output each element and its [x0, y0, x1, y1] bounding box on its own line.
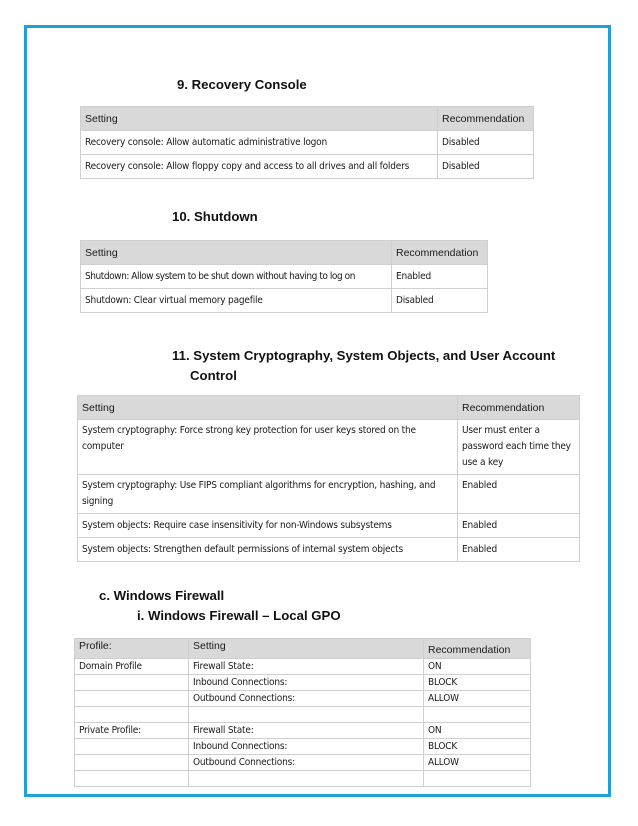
recommendation-cell: BLOCK	[424, 675, 531, 691]
setting-cell: System objects: Require case insensitivity for non-Windows subsystems	[78, 514, 458, 538]
column-header-profile: Profile:	[75, 639, 189, 659]
table-row	[78, 538, 580, 562]
setting-cell: Outbound Connections:	[189, 691, 424, 707]
recommendation-cell	[424, 707, 531, 723]
setting-cell: Shutdown: Clear virtual memory pagefile	[81, 289, 392, 313]
recommendation-cell: Disabled	[438, 155, 534, 179]
recommendation-cell: ALLOW	[424, 691, 531, 707]
setting-cell: Recovery console: Allow automatic administrative logon	[81, 131, 438, 155]
setting-cell: System cryptography: Force strong key protection for user keys stored on the computer	[78, 420, 458, 475]
table-row	[75, 675, 531, 691]
recommendation-cell: Disabled	[438, 131, 534, 155]
section-heading-shutdown: 10. Shutdown	[172, 209, 258, 224]
recommendation-cell: User must enter a password each time they use a key	[458, 420, 580, 475]
recommendation-cell: Enabled	[458, 538, 580, 562]
table-row	[75, 659, 531, 675]
recommendation-cell	[424, 771, 531, 787]
table-row	[81, 155, 534, 179]
column-header-recommendation: Recommendation	[458, 396, 580, 420]
section-heading-system-cryptography	[172, 346, 555, 386]
section-heading-line2: Control	[190, 368, 237, 383]
table-row	[81, 131, 534, 155]
recommendation-cell: Enabled	[392, 265, 488, 289]
column-header-setting: Setting	[81, 107, 438, 131]
setting-cell: Firewall State:	[189, 723, 424, 739]
table-header-row	[75, 639, 531, 659]
shutdown-table	[80, 240, 488, 313]
system-cryptography-table	[77, 395, 580, 562]
table-row	[75, 771, 531, 787]
setting-cell: Shutdown: Allow system to be shut down without having to log on	[81, 265, 392, 289]
profile-cell	[75, 755, 189, 771]
profile-cell	[75, 771, 189, 787]
setting-cell: System objects: Strengthen default permissions of internal system objects	[78, 538, 458, 562]
table-row	[75, 739, 531, 755]
recovery-console-table	[80, 106, 534, 179]
profile-cell: Private Profile:	[75, 723, 189, 739]
table-row	[78, 514, 580, 538]
column-header-recommendation: Recommendation	[438, 107, 534, 131]
table-row	[78, 475, 580, 514]
table-row	[75, 691, 531, 707]
table-row	[75, 707, 531, 723]
recommendation-cell: Enabled	[458, 475, 580, 514]
profile-cell	[75, 707, 189, 723]
section-heading-windows-firewall-local-gpo: i. Windows Firewall – Local GPO	[137, 608, 341, 623]
column-header-recommendation: Recommendation	[424, 639, 531, 659]
setting-cell: Inbound Connections:	[189, 675, 424, 691]
column-header-setting: Setting	[189, 639, 424, 659]
windows-firewall-table	[74, 638, 531, 787]
setting-cell: Inbound Connections:	[189, 739, 424, 755]
table-row	[81, 265, 488, 289]
table-row	[81, 289, 488, 313]
setting-cell: Outbound Connections:	[189, 755, 424, 771]
column-header-setting: Setting	[81, 241, 392, 265]
table-row	[75, 755, 531, 771]
recommendation-cell: BLOCK	[424, 739, 531, 755]
recommendation-cell: ON	[424, 659, 531, 675]
section-heading-line1: 11. System Cryptography, System Objects, and User Account	[172, 348, 556, 363]
table-header-row	[81, 107, 534, 131]
setting-cell	[189, 707, 424, 723]
column-header-recommendation: Recommendation	[392, 241, 488, 265]
section-heading-windows-firewall: c. Windows Firewall	[99, 588, 225, 603]
column-header-setting: Setting	[78, 396, 458, 420]
setting-cell	[189, 771, 424, 787]
profile-cell: Domain Profile	[75, 659, 189, 675]
setting-cell: Firewall State:	[189, 659, 424, 675]
profile-cell	[75, 691, 189, 707]
section-heading-recovery-console: 9. Recovery Console	[177, 77, 307, 92]
recommendation-cell: ON	[424, 723, 531, 739]
table-header-row	[78, 396, 580, 420]
recommendation-cell: ALLOW	[424, 755, 531, 771]
setting-cell: Recovery console: Allow floppy copy and access to all drives and all folders	[81, 155, 438, 179]
table-header-row	[81, 241, 488, 265]
profile-cell	[75, 675, 189, 691]
table-row	[78, 420, 580, 475]
table-row	[75, 723, 531, 739]
recommendation-cell: Enabled	[458, 514, 580, 538]
recommendation-cell: Disabled	[392, 289, 488, 313]
setting-cell: System cryptography: Use FIPS compliant algorithms for encryption, hashing, and signing	[78, 475, 458, 514]
profile-cell	[75, 739, 189, 755]
